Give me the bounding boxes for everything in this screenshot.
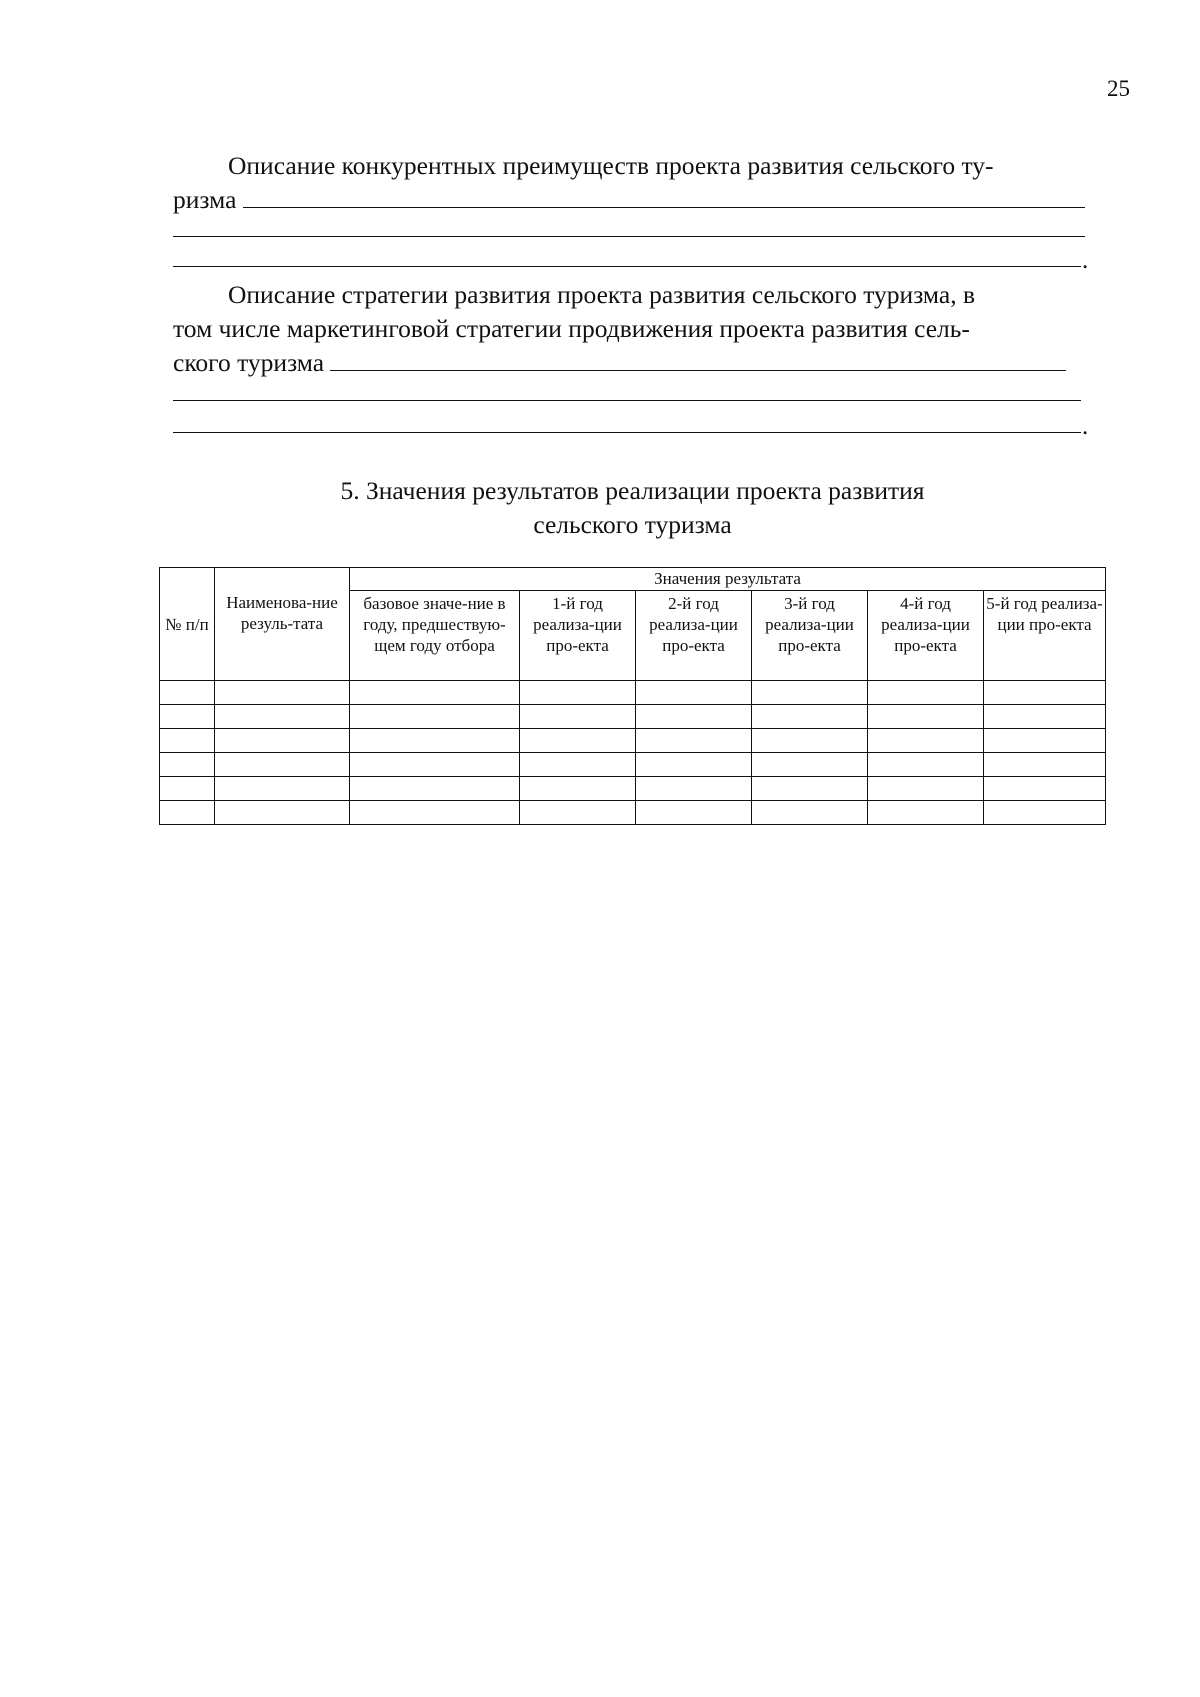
table-row xyxy=(160,705,1106,729)
paragraph-line-text: ского туризма xyxy=(173,348,325,377)
line-end-period: . xyxy=(1082,413,1089,440)
table-row xyxy=(160,801,1106,825)
table-row xyxy=(160,681,1106,705)
table-cell[interactable] xyxy=(984,705,1106,729)
table-cell[interactable] xyxy=(215,729,350,753)
table-cell[interactable] xyxy=(215,801,350,825)
header-result-values-group: Значения результата xyxy=(350,568,1106,591)
paragraph-line-with-blank xyxy=(173,183,1092,217)
table-cell[interactable] xyxy=(752,801,868,825)
answer-blank-line[interactable] xyxy=(173,266,1081,267)
development-strategy-paragraph xyxy=(173,278,1092,380)
table-cell[interactable] xyxy=(520,729,636,753)
table-cell[interactable] xyxy=(636,681,752,705)
header-year-3: 3-й год реализа-ции про-екта xyxy=(752,591,868,681)
table-cell[interactable] xyxy=(636,705,752,729)
header-year-1: 1-й год реализа-ции про-екта xyxy=(520,591,636,681)
table-cell[interactable] xyxy=(215,777,350,801)
header-year-2: 2-й год реализа-ции про-екта xyxy=(636,591,752,681)
header-base-value: базовое значе-ние в году, предшествую-щем году отбора xyxy=(350,591,520,681)
answer-blank-line[interactable] xyxy=(173,432,1081,433)
table-cell[interactable] xyxy=(868,705,984,729)
table-cell[interactable] xyxy=(350,729,520,753)
table-cell[interactable] xyxy=(868,729,984,753)
table-cell[interactable] xyxy=(520,753,636,777)
table-row xyxy=(160,777,1106,801)
header-number: № п/п xyxy=(160,568,215,681)
paragraph-line-with-blank xyxy=(173,346,1092,380)
paragraph-line: Описание стратегии развития проекта развития сельского туризма, в xyxy=(228,280,975,309)
table-cell[interactable] xyxy=(160,729,215,753)
table-cell[interactable] xyxy=(350,777,520,801)
table-cell[interactable] xyxy=(984,801,1106,825)
table-cell[interactable] xyxy=(752,777,868,801)
table-cell[interactable] xyxy=(520,777,636,801)
page-number: 25 xyxy=(1107,76,1130,101)
section-title xyxy=(173,474,1092,542)
competitive-advantages-paragraph xyxy=(173,149,1092,217)
table-cell[interactable] xyxy=(350,753,520,777)
results-table xyxy=(159,567,1106,825)
table-cell[interactable] xyxy=(520,681,636,705)
section-title-line: 5. Значения результатов реализации проекта развития xyxy=(340,476,925,505)
table-cell[interactable] xyxy=(350,801,520,825)
answer-blank-line[interactable] xyxy=(173,236,1085,237)
table-cell[interactable] xyxy=(984,681,1106,705)
table-cell[interactable] xyxy=(160,777,215,801)
table-cell[interactable] xyxy=(752,753,868,777)
header-year-4: 4-й год реализа-ции про-екта xyxy=(868,591,984,681)
table-cell[interactable] xyxy=(636,729,752,753)
table-cell[interactable] xyxy=(215,753,350,777)
table-cell[interactable] xyxy=(752,705,868,729)
table-cell[interactable] xyxy=(160,705,215,729)
answer-blank-line[interactable] xyxy=(330,370,1066,371)
section-title-line: сельского туризма xyxy=(533,510,732,539)
table-cell[interactable] xyxy=(868,753,984,777)
table-cell[interactable] xyxy=(868,777,984,801)
table-cell[interactable] xyxy=(350,681,520,705)
table-cell[interactable] xyxy=(984,777,1106,801)
table-row xyxy=(160,753,1106,777)
table-cell[interactable] xyxy=(350,705,520,729)
table-cell[interactable] xyxy=(636,753,752,777)
table-cell[interactable] xyxy=(160,801,215,825)
table-cell[interactable] xyxy=(868,681,984,705)
table-row xyxy=(160,729,1106,753)
table-cell[interactable] xyxy=(752,681,868,705)
answer-blank-line[interactable] xyxy=(243,207,1085,208)
table-cell[interactable] xyxy=(160,753,215,777)
table-cell[interactable] xyxy=(868,801,984,825)
line-end-period: . xyxy=(1082,247,1089,274)
answer-blank-line[interactable] xyxy=(173,400,1081,401)
table-cell[interactable] xyxy=(752,729,868,753)
paragraph-line: Описание конкурентных преимуществ проекта развития сельского ту- xyxy=(228,151,994,180)
table-cell[interactable] xyxy=(215,705,350,729)
table-cell[interactable] xyxy=(520,801,636,825)
table-cell[interactable] xyxy=(636,801,752,825)
table-cell[interactable] xyxy=(636,777,752,801)
table-cell[interactable] xyxy=(160,681,215,705)
table-cell[interactable] xyxy=(520,705,636,729)
header-result-name: Наименова-ние резуль-тата xyxy=(215,568,350,681)
paragraph-line: том числе маркетинговой стратегии продвижения проекта развития сель- xyxy=(173,314,970,343)
table-cell[interactable] xyxy=(984,753,1106,777)
table-cell[interactable] xyxy=(984,729,1106,753)
paragraph-line-text: ризма xyxy=(173,185,237,214)
table-cell[interactable] xyxy=(215,681,350,705)
header-year-5: 5-й год реализа-ции про-екта xyxy=(984,591,1106,681)
